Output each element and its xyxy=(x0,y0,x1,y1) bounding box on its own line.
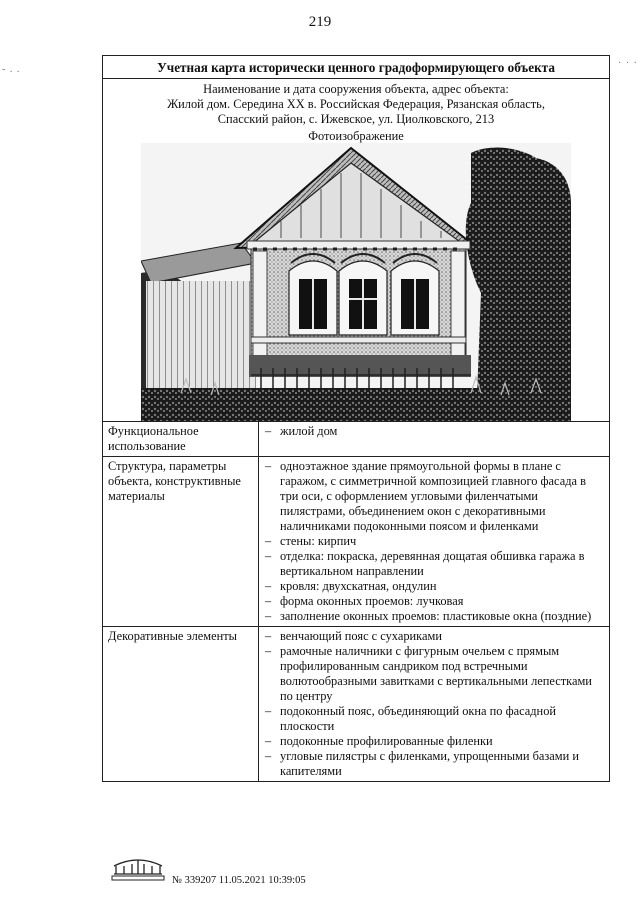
photo-window-right xyxy=(391,254,439,335)
scan-edge-mark: - . . xyxy=(2,64,21,75)
row-items xyxy=(259,457,609,626)
photo-caption: Фотоизображение xyxy=(308,129,404,143)
object-address-line: Спасский район, с. Ижевское, ул. Циолковского, 213 xyxy=(217,112,495,126)
list-item: – угловые пилястры с филенками, упрощенными базами и капителями xyxy=(263,749,599,779)
photo-window-center xyxy=(339,254,387,335)
list-item: – стены: кирпич xyxy=(263,534,599,549)
scan-edge-mark: · · · xyxy=(618,58,638,69)
registration-card xyxy=(102,55,610,782)
page-number: 219 xyxy=(308,14,332,30)
list-item: – подоконный пояс, объединяющий окна по фасадной плоскости xyxy=(263,704,599,734)
photo-tree xyxy=(466,148,571,421)
list-item: – жилой дом xyxy=(263,424,599,439)
list-item: – кровля: двухскатная, ондулин xyxy=(263,579,599,594)
row-structure xyxy=(103,456,609,626)
row-label: Декоративные элементы xyxy=(103,627,259,781)
photo-sill-band xyxy=(251,337,466,343)
object-name-block xyxy=(103,79,609,129)
list-item: – рамочные наличники с фигурным очельем с прямым профилированным сандриком под встречными волютообразными завитками с вертикальными лепестками по центру xyxy=(263,644,599,704)
house-photo xyxy=(141,143,571,421)
row-label: Структура, параметры объекта, конструктивные материалы xyxy=(103,457,259,626)
list-item: – заполнение оконных проемов: пластиковые окна (поздние) xyxy=(263,609,599,624)
photo-ground xyxy=(141,388,571,421)
object-name-heading: Наименование и дата сооружения объекта, адрес объекта: xyxy=(203,82,509,96)
row-decorative-elements xyxy=(103,626,609,781)
card-title: Учетная карта исторически ценного градоформирующего объекта xyxy=(103,56,609,79)
list-item: – форма оконных проемов: лучковая xyxy=(263,594,599,609)
photo-garage-wall xyxy=(146,281,256,391)
list-item: – подоконные профилированные филенки xyxy=(263,734,599,749)
row-functional-use xyxy=(103,421,609,456)
row-items xyxy=(259,422,609,456)
list-item: – одноэтажное здание прямоугольной формы в плане с гаражом, с симметричной композицией главного фасада в три оси, с оформлением угловыми филенчатыми пилястрами, объединением окон с декоративными наличниками подоконными поясом и филенками xyxy=(263,459,599,534)
row-label: Функциональное использование xyxy=(103,422,259,456)
registry-logo-icon xyxy=(110,854,166,882)
object-name-line: Жилой дом. Середина XX в. Российская Федерация, Рязанская область, xyxy=(167,97,545,111)
list-item: – венчающий пояс с сухариками xyxy=(263,629,599,644)
photo-window-left xyxy=(289,254,337,335)
document-registration-ref: № 339207 11.05.2021 10:39:05 xyxy=(172,875,306,886)
row-items xyxy=(259,627,609,781)
list-item: – отделка: покраска, деревянная дощатая обшивка гаража в вертикальном направлении xyxy=(263,549,599,579)
photo-plinth xyxy=(249,355,471,377)
photo-frame xyxy=(103,143,609,421)
